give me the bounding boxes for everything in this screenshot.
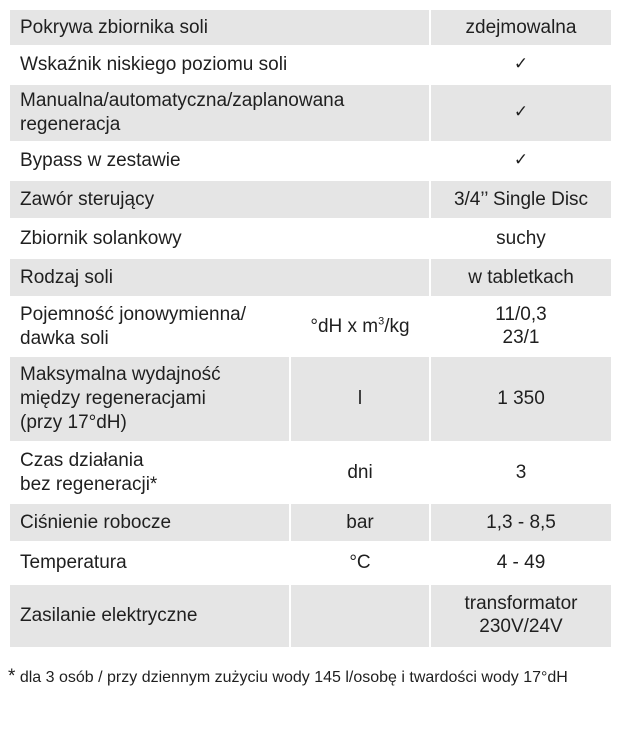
row-value-line: 230V/24V (479, 616, 563, 637)
row-value (430, 297, 612, 356)
table-row (9, 180, 612, 219)
table-row (9, 503, 612, 542)
table-row (9, 356, 612, 442)
row-value-line: 11/0,3 (495, 303, 547, 325)
row-unit: bar (290, 503, 430, 542)
row-label-line: Pojemność jonowymienna/ (20, 303, 247, 325)
row-label: Pokrywa zbiornika soli (9, 9, 430, 46)
row-value: 3 (430, 442, 612, 503)
table-row (9, 297, 612, 356)
unit-exponent: 3 (378, 315, 385, 328)
row-label (9, 84, 430, 142)
table-row (9, 442, 612, 503)
check-icon: ✓ (430, 84, 612, 142)
table-row (9, 219, 612, 258)
row-label: Bypass w zestawie (9, 142, 430, 180)
row-value: w tabletkach (430, 258, 612, 297)
spec-table (8, 8, 613, 649)
footnote-text: dla 3 osób / przy dziennym zużyciu wody 145 l/osobę i twardości wody 17°dH (15, 669, 568, 686)
row-label-line: Manualna/automatyczna/zaplanowana (20, 90, 345, 112)
row-label: Zawór sterujący (9, 180, 430, 219)
row-value-line: 23/1 (502, 326, 540, 348)
row-label-line: Czas działania (20, 449, 144, 471)
row-label-line: między regeneracjami (20, 388, 206, 410)
row-label-line: Maksymalna wydajność (20, 364, 221, 386)
row-value: zdejmowalna (430, 9, 612, 46)
footnote-asterisk: * (8, 666, 16, 687)
unit-text: /kg (384, 315, 410, 337)
row-value: suchy (430, 219, 612, 258)
row-label: Rodzaj soli (9, 258, 430, 297)
table-row (9, 84, 612, 142)
row-value: 3/4’’ Single Disc (430, 180, 612, 219)
table-row (9, 542, 612, 584)
row-label-line: bez regeneracji* (20, 473, 158, 495)
row-value: 1 350 (430, 356, 612, 442)
unit-text: °dH x m (310, 315, 379, 337)
row-label: Temperatura (9, 542, 290, 584)
row-value-line: transformator (464, 593, 578, 615)
row-unit (290, 584, 430, 648)
row-label-line: regeneracja (20, 114, 121, 135)
row-unit (290, 297, 430, 356)
row-label: Zbiornik solankowy (9, 219, 430, 258)
table-row (9, 46, 612, 84)
row-value: 4 - 49 (430, 542, 612, 584)
row-label-line: dawka soli (20, 327, 109, 349)
row-label: Zasilanie elektryczne (9, 584, 290, 648)
row-label (9, 442, 290, 503)
row-label (9, 356, 290, 442)
row-label-line: (przy 17°dH) (20, 411, 127, 433)
row-value (430, 584, 612, 648)
table-row (9, 142, 612, 180)
row-unit: dni (290, 442, 430, 503)
row-unit: °C (290, 542, 430, 584)
row-value: 1,3 - 8,5 (430, 503, 612, 542)
row-unit: l (290, 356, 430, 442)
check-icon: ✓ (430, 142, 612, 180)
row-label: Wskaźnik niskiego poziomu soli (9, 46, 430, 84)
table-row (9, 9, 612, 46)
footnote (8, 664, 608, 690)
row-label: Ciśnienie robocze (9, 503, 290, 542)
table-row (9, 584, 612, 648)
table-row (9, 258, 612, 297)
row-label (9, 297, 290, 356)
check-icon: ✓ (430, 46, 612, 84)
